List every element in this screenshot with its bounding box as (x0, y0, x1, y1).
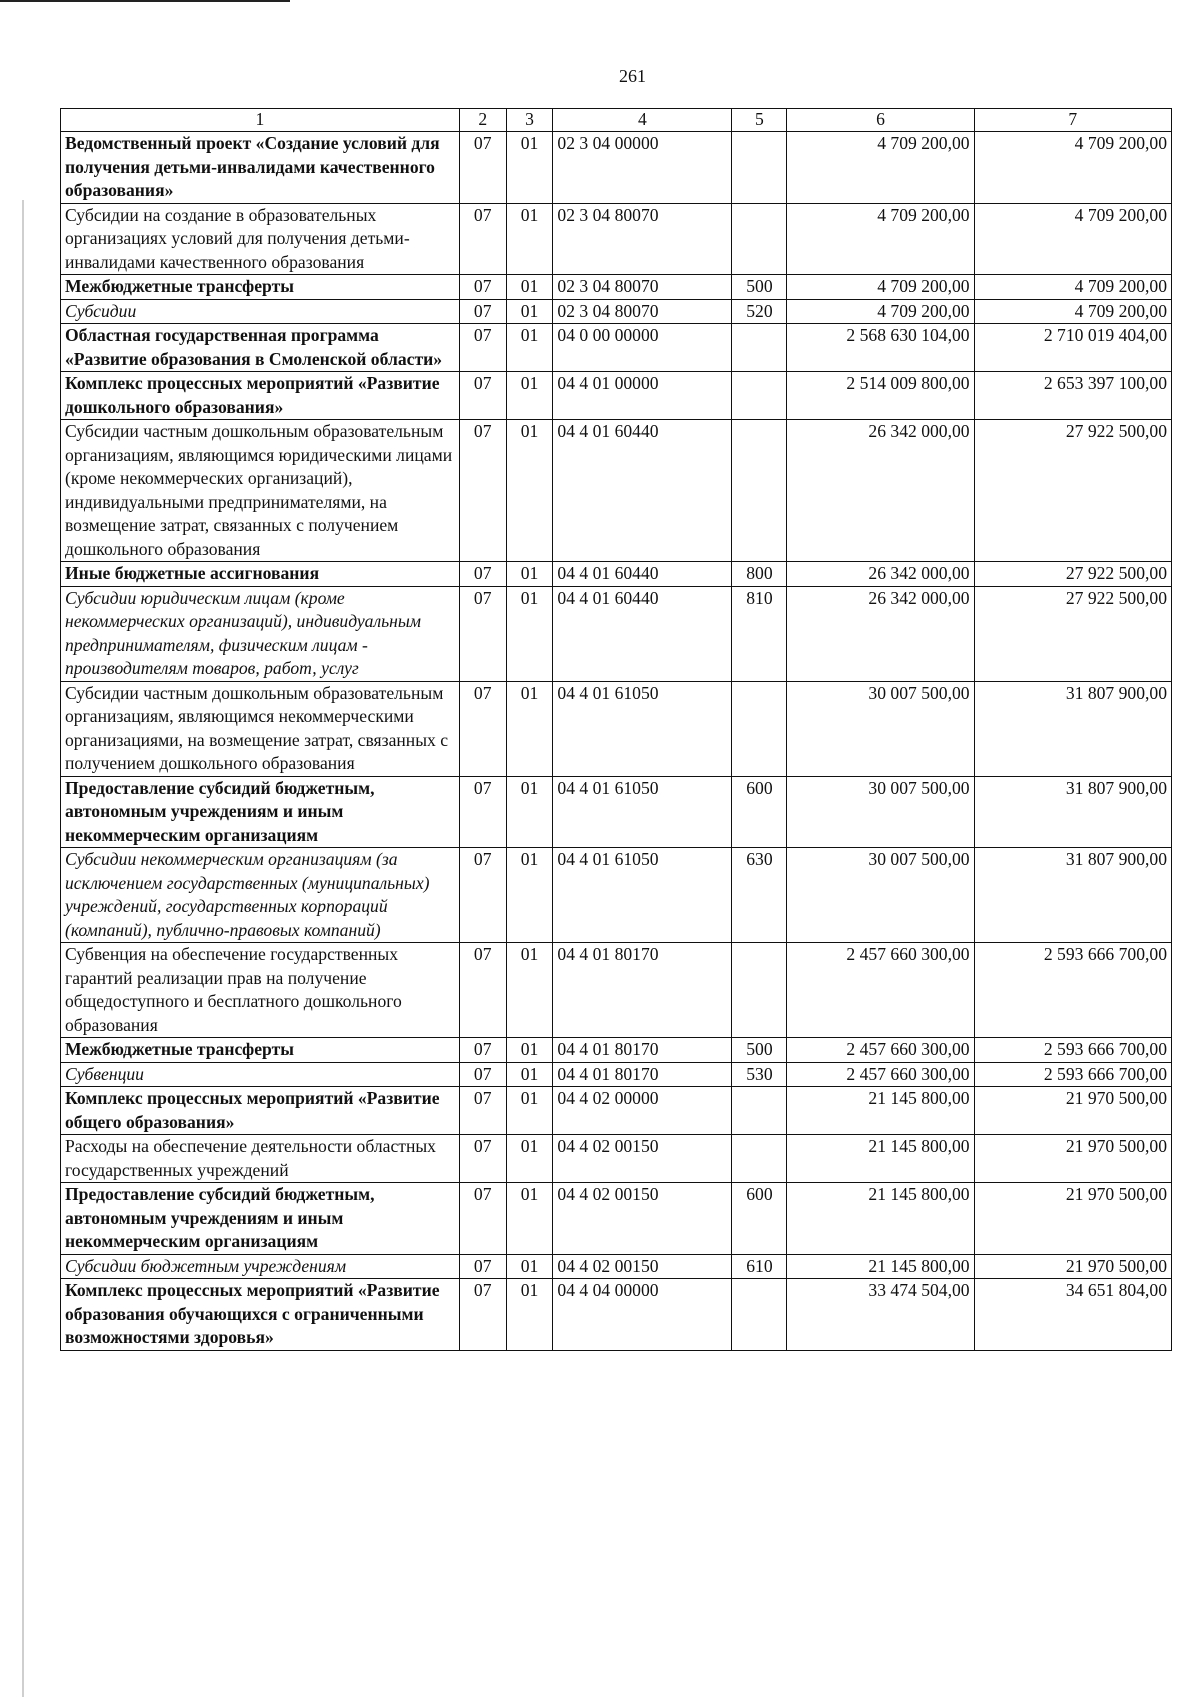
row-subsection: 01 (506, 275, 553, 300)
column-header: 5 (732, 109, 787, 132)
row-expense-type (732, 132, 787, 204)
row-name: Субсидии юридическим лицам (кроме некоммерческих организаций), индивидуальным предпринимателям, физическим лицам - производителям товаров, работ, услуг (61, 586, 460, 681)
row-target-code: 02 3 04 80070 (553, 275, 732, 300)
table-body (61, 132, 1172, 1351)
row-section: 07 (459, 1183, 506, 1255)
row-target-code: 04 4 01 60440 (553, 586, 732, 681)
row-target-code: 04 4 01 00000 (553, 372, 732, 420)
table-row (61, 1183, 1172, 1255)
row-amount-year-2: 27 922 500,00 (974, 586, 1171, 681)
row-amount-year-1: 2 457 660 300,00 (787, 1038, 974, 1063)
row-section: 07 (459, 299, 506, 324)
row-target-code: 02 3 04 80070 (553, 203, 732, 275)
row-target-code: 04 4 01 60440 (553, 562, 732, 587)
column-header: 1 (61, 109, 460, 132)
row-section: 07 (459, 776, 506, 848)
row-section: 07 (459, 681, 506, 776)
row-expense-type: 530 (732, 1062, 787, 1087)
table-row (61, 420, 1172, 562)
row-subsection: 01 (506, 299, 553, 324)
row-target-code: 04 4 01 80170 (553, 1038, 732, 1063)
row-amount-year-1: 33 474 504,00 (787, 1279, 974, 1351)
row-amount-year-2: 4 709 200,00 (974, 132, 1171, 204)
row-expense-type (732, 203, 787, 275)
row-name: Межбюджетные трансферты (61, 275, 460, 300)
row-expense-type (732, 1279, 787, 1351)
row-amount-year-1: 30 007 500,00 (787, 848, 974, 943)
row-name: Субсидии частным дошкольным образовательным организациям, являющимся некоммерческими организациями, на возмещение затрат, связанных с получением дошкольного образования (61, 681, 460, 776)
row-expense-type (732, 372, 787, 420)
row-section: 07 (459, 1279, 506, 1351)
row-amount-year-2: 2 593 666 700,00 (974, 1062, 1171, 1087)
row-name: Субсидии некоммерческим организациям (за исключением государственных (муниципальных) учреждений, государственных корпораций (компаний), публично-правовых компаний) (61, 848, 460, 943)
table-row (61, 132, 1172, 204)
row-name: Субсидии частным дошкольным образовательным организациям, являющимся юридическими лицами (кроме некоммерческих организаций), индивидуальными предпринимателями, на возмещение затрат, связанных с получением дошкольного образования (61, 420, 460, 562)
row-amount-year-2: 2 710 019 404,00 (974, 324, 1171, 372)
row-section: 07 (459, 324, 506, 372)
row-amount-year-2: 21 970 500,00 (974, 1087, 1171, 1135)
row-name: Предоставление субсидий бюджетным, автономным учреждениям и иным некоммерческим организациям (61, 1183, 460, 1255)
column-header: 7 (974, 109, 1171, 132)
row-amount-year-1: 26 342 000,00 (787, 586, 974, 681)
row-amount-year-2: 4 709 200,00 (974, 299, 1171, 324)
row-name: Субвенции (61, 1062, 460, 1087)
row-expense-type: 800 (732, 562, 787, 587)
row-amount-year-1: 2 514 009 800,00 (787, 372, 974, 420)
row-subsection: 01 (506, 132, 553, 204)
row-subsection: 01 (506, 1087, 553, 1135)
row-section: 07 (459, 848, 506, 943)
table-row (61, 1038, 1172, 1063)
row-subsection: 01 (506, 203, 553, 275)
row-name: Ведомственный проект «Создание условий для получения детьми-инвалидами качественного образования» (61, 132, 460, 204)
row-name: Комплекс процессных мероприятий «Развитие образования обучающихся с ограниченными возможностями здоровья» (61, 1279, 460, 1351)
row-name: Межбюджетные трансферты (61, 1038, 460, 1063)
row-subsection: 01 (506, 1038, 553, 1063)
row-name: Областная государственная программа «Развитие образования в Смоленской области» (61, 324, 460, 372)
table-row (61, 586, 1172, 681)
row-section: 07 (459, 1135, 506, 1183)
row-subsection: 01 (506, 1279, 553, 1351)
table-row (61, 562, 1172, 587)
row-subsection: 01 (506, 372, 553, 420)
column-header: 6 (787, 109, 974, 132)
table-row (61, 776, 1172, 848)
row-amount-year-2: 21 970 500,00 (974, 1254, 1171, 1279)
row-expense-type: 500 (732, 275, 787, 300)
scan-edge-line (0, 0, 290, 2)
row-amount-year-1: 21 145 800,00 (787, 1254, 974, 1279)
table-row (61, 275, 1172, 300)
row-target-code: 04 4 01 60440 (553, 420, 732, 562)
table-row (61, 1254, 1172, 1279)
row-target-code: 04 4 01 61050 (553, 776, 732, 848)
table-row (61, 681, 1172, 776)
row-target-code: 04 4 01 61050 (553, 681, 732, 776)
row-expense-type (732, 324, 787, 372)
row-name: Субсидии (61, 299, 460, 324)
row-section: 07 (459, 420, 506, 562)
row-section: 07 (459, 562, 506, 587)
row-amount-year-2: 21 970 500,00 (974, 1183, 1171, 1255)
page-number: 261 (619, 66, 646, 86)
row-amount-year-1: 4 709 200,00 (787, 275, 974, 300)
row-section: 07 (459, 132, 506, 204)
row-subsection: 01 (506, 943, 553, 1038)
row-section: 07 (459, 943, 506, 1038)
row-subsection: 01 (506, 1254, 553, 1279)
row-amount-year-2: 2 593 666 700,00 (974, 943, 1171, 1038)
row-expense-type (732, 420, 787, 562)
row-section: 07 (459, 586, 506, 681)
row-subsection: 01 (506, 586, 553, 681)
row-expense-type (732, 943, 787, 1038)
row-subsection: 01 (506, 848, 553, 943)
table-row (61, 943, 1172, 1038)
row-name: Комплекс процессных мероприятий «Развитие дошкольного образования» (61, 372, 460, 420)
row-amount-year-1: 4 709 200,00 (787, 203, 974, 275)
table-row (61, 324, 1172, 372)
row-target-code: 04 4 02 00000 (553, 1087, 732, 1135)
row-amount-year-1: 21 145 800,00 (787, 1135, 974, 1183)
column-header: 2 (459, 109, 506, 132)
row-subsection: 01 (506, 420, 553, 562)
row-section: 07 (459, 1062, 506, 1087)
row-name: Предоставление субсидий бюджетным, автономным учреждениям и иным некоммерческим организациям (61, 776, 460, 848)
row-amount-year-2: 34 651 804,00 (974, 1279, 1171, 1351)
row-target-code: 02 3 04 80070 (553, 299, 732, 324)
row-expense-type (732, 1135, 787, 1183)
row-target-code: 04 0 00 00000 (553, 324, 732, 372)
row-amount-year-1: 26 342 000,00 (787, 562, 974, 587)
table-row (61, 1087, 1172, 1135)
row-subsection: 01 (506, 1183, 553, 1255)
row-name: Субсидии бюджетным учреждениям (61, 1254, 460, 1279)
row-amount-year-2: 27 922 500,00 (974, 420, 1171, 562)
row-amount-year-1: 21 145 800,00 (787, 1087, 974, 1135)
column-number-row (61, 109, 1172, 132)
row-name: Комплекс процессных мероприятий «Развитие общего образования» (61, 1087, 460, 1135)
row-expense-type (732, 681, 787, 776)
row-amount-year-2: 31 807 900,00 (974, 681, 1171, 776)
row-amount-year-1: 2 457 660 300,00 (787, 943, 974, 1038)
row-target-code: 04 4 04 00000 (553, 1279, 732, 1351)
row-amount-year-2: 27 922 500,00 (974, 562, 1171, 587)
row-amount-year-1: 30 007 500,00 (787, 776, 974, 848)
row-amount-year-2: 2 593 666 700,00 (974, 1038, 1171, 1063)
row-expense-type: 500 (732, 1038, 787, 1063)
row-name: Иные бюджетные ассигнования (61, 562, 460, 587)
table-row (61, 1135, 1172, 1183)
row-amount-year-2: 31 807 900,00 (974, 776, 1171, 848)
row-amount-year-2: 31 807 900,00 (974, 848, 1171, 943)
row-amount-year-2: 2 653 397 100,00 (974, 372, 1171, 420)
scan-margin-line (22, 200, 24, 1697)
row-section: 07 (459, 1087, 506, 1135)
column-header: 4 (553, 109, 732, 132)
row-section: 07 (459, 203, 506, 275)
row-amount-year-1: 4 709 200,00 (787, 299, 974, 324)
row-amount-year-1: 4 709 200,00 (787, 132, 974, 204)
row-amount-year-1: 2 568 630 104,00 (787, 324, 974, 372)
row-amount-year-1: 21 145 800,00 (787, 1183, 974, 1255)
row-section: 07 (459, 1038, 506, 1063)
row-target-code: 02 3 04 00000 (553, 132, 732, 204)
row-expense-type: 610 (732, 1254, 787, 1279)
row-expense-type: 600 (732, 1183, 787, 1255)
row-amount-year-2: 21 970 500,00 (974, 1135, 1171, 1183)
row-subsection: 01 (506, 681, 553, 776)
budget-table (60, 108, 1172, 1351)
row-amount-year-1: 26 342 000,00 (787, 420, 974, 562)
table-row (61, 203, 1172, 275)
row-section: 07 (459, 372, 506, 420)
row-name: Расходы на обеспечение деятельности областных государственных учреждений (61, 1135, 460, 1183)
row-expense-type: 810 (732, 586, 787, 681)
table-row (61, 848, 1172, 943)
row-target-code: 04 4 01 80170 (553, 943, 732, 1038)
table-row (61, 1279, 1172, 1351)
row-amount-year-2: 4 709 200,00 (974, 275, 1171, 300)
row-subsection: 01 (506, 1135, 553, 1183)
row-expense-type: 630 (732, 848, 787, 943)
row-name: Субсидии на создание в образовательных организациях условий для получения детьми-инвалидами качественного образования (61, 203, 460, 275)
row-amount-year-1: 2 457 660 300,00 (787, 1062, 974, 1087)
row-section: 07 (459, 275, 506, 300)
row-expense-type: 600 (732, 776, 787, 848)
row-amount-year-2: 4 709 200,00 (974, 203, 1171, 275)
row-expense-type (732, 1087, 787, 1135)
row-subsection: 01 (506, 1062, 553, 1087)
row-target-code: 04 4 01 80170 (553, 1062, 732, 1087)
row-section: 07 (459, 1254, 506, 1279)
row-subsection: 01 (506, 562, 553, 587)
row-target-code: 04 4 02 00150 (553, 1183, 732, 1255)
table-row (61, 299, 1172, 324)
table-row (61, 372, 1172, 420)
row-target-code: 04 4 02 00150 (553, 1135, 732, 1183)
row-name: Субвенция на обеспечение государственных гарантий реализации прав на получение общедоступного и бесплатного дошкольного образования (61, 943, 460, 1038)
row-amount-year-1: 30 007 500,00 (787, 681, 974, 776)
column-header: 3 (506, 109, 553, 132)
row-expense-type: 520 (732, 299, 787, 324)
row-subsection: 01 (506, 776, 553, 848)
row-target-code: 04 4 02 00150 (553, 1254, 732, 1279)
row-target-code: 04 4 01 61050 (553, 848, 732, 943)
row-subsection: 01 (506, 324, 553, 372)
table-row (61, 1062, 1172, 1087)
